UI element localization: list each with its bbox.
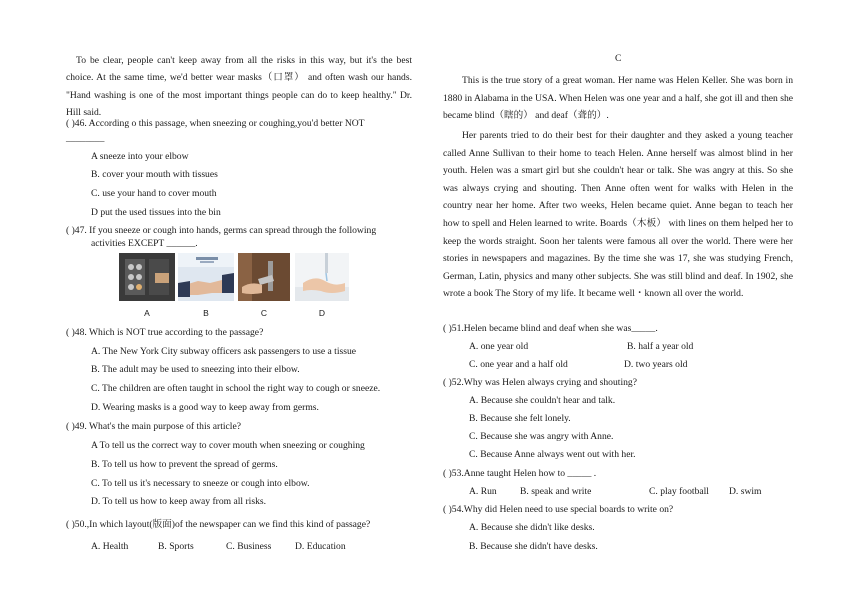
question-52-option-a: A. Because she couldn't hear and talk. <box>469 395 616 406</box>
question-54-stem: ( )54.Why did Helen need to use special boards to write on? <box>443 504 674 515</box>
picture-b-handshake <box>178 253 234 301</box>
question-49-option-c: C. To tell us it's necessary to sneeze or cough into elbow. <box>91 478 310 489</box>
picture-c-door-handle <box>238 253 290 301</box>
question-47-stem: ( )47. If you sneeze or cough into hands, germs can spread through the following <box>66 225 377 236</box>
question-52-option-d: C. Because Anne always went out with her. <box>469 449 636 460</box>
question-51-option-c: C. one year and a half old <box>469 359 568 370</box>
picture-label-b: B <box>203 308 209 318</box>
question-48-option-d: D. Wearing masks is a good way to keep away from germs. <box>91 402 319 413</box>
question-49-option-a: A To tell us the correct way to cover mouth when sneezing or coughing <box>91 440 365 451</box>
question-49-option-d: D. To tell us how to keep away from all risks. <box>91 496 267 507</box>
story-paragraph-2: Her parents tried to do their best for their daughter and they asked a young teacher called Anne Sullivan to their home to teach Helen. Anne herself was almost blind in her youth. Helen was a smart girl but she couldn't hear or talk. She was angry at this. So she was always crying and shouting. Then Anne often went for walks with Helen in the country near her home. After two weeks, Helen became quiet. Anne began to teach her how to spell and Helen learned to write. Boards（木板） with lines on them helped her to keep the words straight. Soon her talents were famous all over the world. There were her stories in newspapers and magazines. By the time she was 17, she was studying French, German, Latin, physics and many other subjects. She was still blind and deaf. In 1902, she wrote a book The Story of my life. It became well・known all over the world. <box>443 130 793 300</box>
question-51-stem: ( )51.Helen became blind and deaf when she was_____. <box>443 323 658 334</box>
question-48-option-a: A. The New York City subway officers ask passengers to use a tissue <box>91 346 357 357</box>
question-53-option-a: A. Run <box>469 486 497 497</box>
intro-paragraph: To be clear, people can't keep away from all the risks in this way, but it's the best choice. At the same time, we'd better wear masks（口罩） and often wash our hands. "Hand washing is one of the most important things people can do to keep healthy." Dr. Hill said. <box>66 55 412 119</box>
question-50-option-d: D. Education <box>295 541 346 552</box>
question-52-stem: ( )52.Why was Helen always crying and shouting? <box>443 377 637 388</box>
question-46-option-c: C. use your hand to cover mouth <box>91 188 217 199</box>
question-51-option-d: D. two years old <box>624 359 688 370</box>
picture-label-a: A <box>144 308 150 318</box>
question-48-option-b: B. The adult may be used to sneezing into their elbow. <box>91 364 300 375</box>
question-51-option-b: B. half a year old <box>627 341 694 352</box>
question-53-stem: ( )53.Anne taught Helen how to _____ . <box>443 468 597 479</box>
question-47-stem-cont: activities EXCEPT ______. <box>91 238 198 249</box>
section-label: C <box>615 53 622 64</box>
question-46-option-a: A sneeze into your elbow <box>91 151 189 162</box>
question-49-option-b: B. To tell us how to prevent the spread of germs. <box>91 459 278 470</box>
question-53-option-d: D. swim <box>729 486 762 497</box>
question-52-option-b: B. Because she felt lonely. <box>469 413 571 424</box>
question-54-option-b: B. Because she didn't have desks. <box>469 541 598 552</box>
picture-label-c: C <box>260 308 268 318</box>
question-46-stem-cont: ________ <box>66 133 105 144</box>
picture-d-washing-hands <box>295 253 349 301</box>
question-46-stem: ( )46. According o this passage, when sneezing or coughing,you'd better NOT <box>66 118 365 129</box>
question-51-option-a: A. one year old <box>469 341 529 352</box>
question-50-option-b: B. Sports <box>158 541 194 552</box>
story-paragraph-1: This is the true story of a great woman. Her name was Helen Keller. She was born in 1880 in Alabama in the USA. When Helen was one year and a half, she got ill and then she became blind（瞎的） and deaf（聋的）. <box>443 75 793 122</box>
question-48-stem: ( )48. Which is NOT true according to the passage? <box>66 327 264 338</box>
question-49-stem: ( )49. What's the main purpose of this article? <box>66 421 241 432</box>
question-50-stem: ( )50.,In which layout(版面)of the newspaper can we find this kind of passage? <box>66 519 371 530</box>
question-53-option-b: B. speak and write <box>520 486 592 497</box>
question-46-option-b: B. cover your mouth with tissues <box>91 169 218 180</box>
question-46-option-d: D put the used tissues into the bin <box>91 207 221 218</box>
question-50-option-a: A. Health <box>91 541 129 552</box>
picture-label-d: D <box>318 308 326 318</box>
question-50-option-c: C. Business <box>226 541 272 552</box>
picture-a-elevator-buttons <box>119 253 175 301</box>
question-48-option-c: C. The children are often taught in school the right way to cough or sneeze. <box>91 383 381 394</box>
question-52-option-c: C. Because she was angry with Anne. <box>469 431 614 442</box>
question-53-option-c: C. play football <box>649 486 709 497</box>
question-54-option-a: A. Because she didn't like desks. <box>469 522 595 533</box>
